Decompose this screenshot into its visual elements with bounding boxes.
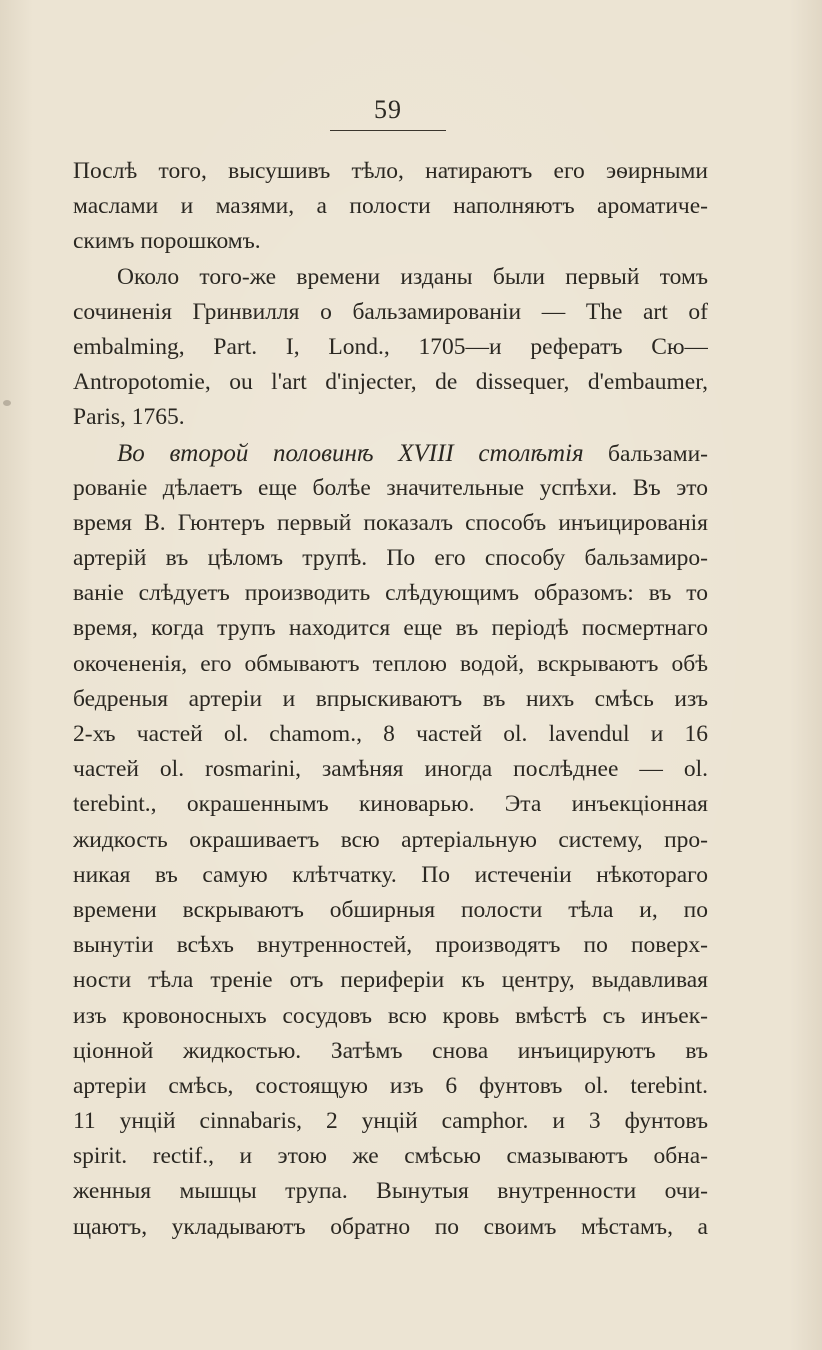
- text-line: Около того-же времени изданы были первый томъ: [117, 263, 708, 290]
- text-line: terebint., окрашеннымъ киноварью. Эта инъекціонная: [73, 791, 708, 818]
- text-line: частей ol. rosmarini, замѣняя иногда послѣднее — ol.: [73, 756, 708, 783]
- italic-heading-phrase: Во второй половинѣ XVIII столѣтія: [117, 439, 584, 467]
- header-rule: [330, 130, 446, 131]
- text-line: окочененія, его обмываютъ теплою водой, вскрываютъ обѣ: [73, 650, 708, 677]
- text-line: время, когда трупъ находится еще въ періодѣ посмертнаго: [73, 615, 708, 642]
- text-line: никая въ самую клѣтчатку. По истеченіи нѣкотораго: [73, 861, 708, 888]
- text-line: ности тѣла треніе отъ периферіи къ центру, выдавливая: [73, 967, 708, 994]
- text-line: сочиненія Гринвилля о бальзамированіи — The art of: [73, 298, 708, 325]
- text-line: embalming, Part. I, Lond., 1705—и рефератъ Сю—: [73, 333, 708, 360]
- text-line: spirit. rectif., и этою же смѣсью смазываютъ обна-: [73, 1143, 708, 1170]
- text-line: Послѣ того, высушивъ тѣло, натираютъ его эѳирными: [73, 158, 708, 184]
- page-body: [73, 154, 708, 1245]
- text-line: 2-хъ частей ol. chamom., 8 частей ol. lavendul и 16: [73, 721, 708, 747]
- page-number: 59: [374, 95, 402, 124]
- text-line: время В. Гюнтеръ первый показалъ способъ инъицированія: [73, 509, 708, 536]
- text-fragment: бальзами-: [607, 440, 708, 467]
- text-line: Paris, 1765.: [73, 404, 185, 431]
- margin-speck: [3, 400, 11, 406]
- text-line: 11 унцій cinnabaris, 2 унцій camphor. и 3 фунтовъ: [73, 1108, 708, 1135]
- text-line: рованіе дѣлаетъ еще болѣе значительные успѣхи. Въ это: [73, 474, 708, 501]
- text-line: скимъ порошкомъ.: [73, 228, 261, 255]
- text-line: ваніе слѣдуетъ производить слѣдующимъ образомъ: въ то: [73, 580, 708, 607]
- text-line: артерій въ цѣломъ трупѣ. По его способу бальзамиро-: [73, 545, 708, 572]
- paragraph-1: [73, 154, 708, 260]
- text-line: вынутіи всѣхъ внутренностей, производятъ по поверх-: [73, 932, 708, 959]
- text-line: изъ кровоносныхъ сосудовъ всю кровь вмѣстѣ съ инъек-: [73, 1002, 708, 1029]
- text-line: жидкость окрашиваетъ всю артеріальную систему, про-: [73, 826, 708, 853]
- paragraph-3: [73, 436, 708, 1245]
- paragraph-2: [73, 260, 708, 436]
- text-line: щаютъ, укладываютъ обратно по своимъ мѣстамъ, а: [73, 1213, 708, 1240]
- text-line: Antropotomie, ou l'art d'injecter, de dissequer, d'embaumer,: [73, 369, 708, 396]
- text-line: маслами и мазями, а полости наполняютъ ароматиче-: [73, 193, 708, 220]
- text-line: времени вскрываютъ обширныя полости тѣла и, по: [73, 896, 708, 923]
- text-line: ціонной жидкостью. Затѣмъ снова инъицируютъ въ: [73, 1037, 708, 1064]
- text-line: [73, 436, 708, 471]
- text-line: артеріи смѣсь, состоящую изъ 6 фунтовъ ol. terebint.: [73, 1072, 708, 1099]
- text-line: женныя мышцы трупа. Вынутыя внутренности очи-: [73, 1178, 708, 1205]
- text-line: бедреныя артеріи и впрыскиваютъ въ нихъ смѣсь изъ: [73, 685, 708, 712]
